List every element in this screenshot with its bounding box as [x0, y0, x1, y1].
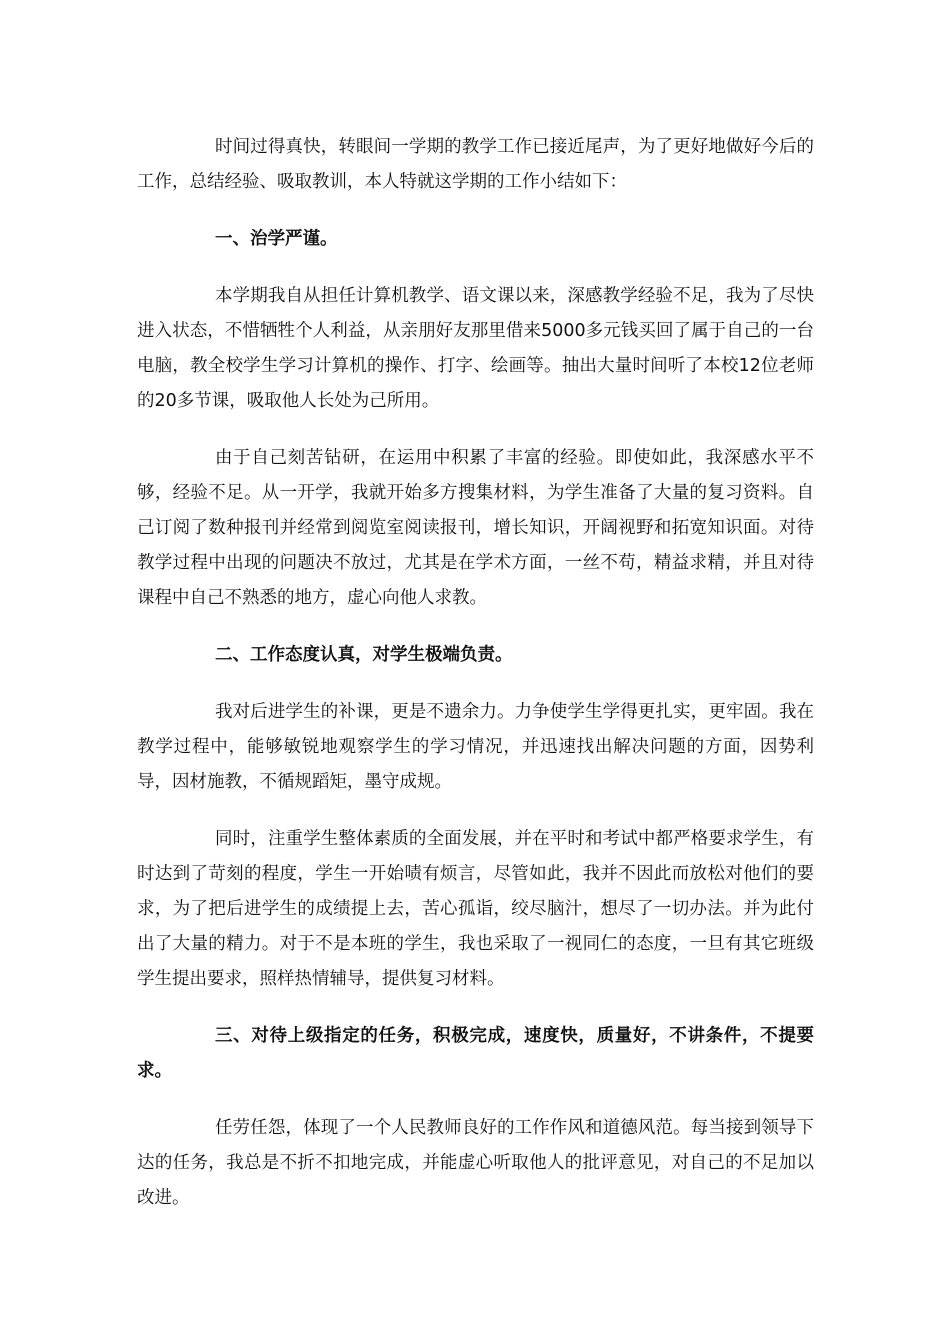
section-3-paragraph-1: 任劳任怨，体现了一个人民教师良好的工作作风和道德风范。每当接到领导下达的任务，我总是不折不扣地完成，并能虚心听取他人的批评意见，对自己的不足加以改进。: [137, 1118, 814, 1208]
section-1-paragraph-1: 本学期我自从担任计算机教学、语文课以来，深感教学经验不足，我为了尽快进入状态，不惜牺牲个人利益，从亲朋好友那里借来5000多元钱买回了属于自己的一台电脑，教全校学生学习计算机的操作、打字、绘画等。抽出大量时间听了本校12位老师的20多节课，吸取他人长处为己所用。: [137, 286, 814, 411]
section-heading-1: 一、治学严谨。: [215, 229, 338, 249]
section-2-paragraph-1: 我对后进学生的补课，更是不遗余力。力争使学生学得更扎实，更牢固。我在教学过程中，能够敏锐地观察学生的学习情况，并迅速找出解决问题的方面，因势利导，因材施教，不循规蹈矩，墨守成规。: [137, 702, 814, 792]
document-body: [137, 130, 814, 1238]
section-heading-3: 三、对待上级指定的任务，积极完成，速度快，质量好，不讲条件，不提要求。: [137, 1026, 814, 1081]
section-1-paragraph-2: 由于自己刻苦钻研，在运用中积累了丰富的经验。即使如此，我深感水平不够，经验不足。从一开学，我就开始多方搜集材料，为学生准备了大量的复习资料。自己订阅了数种报刊并经常到阅览室阅读报刊，增长知识，开阔视野和拓宽知识面。对待教学过程中出现的问题决不放过，尤其是在学术方面，一丝不苟，精益求精，并且对待课程中自己不熟悉的地方，虚心向他人求教。: [137, 448, 814, 608]
section-2-paragraph-2: 同时，注重学生整体素质的全面发展，并在平时和考试中都严格要求学生，有时达到了苛刻的程度，学生一开始啧有烦言，尽管如此，我并不因此而放松对他们的要求，为了把后进学生的成绩提上去，苦心孤诣，绞尽脑汁，想尽了一切办法。并为此付出了大量的精力。对于不是本班的学生，我也采取了一视同仁的态度，一旦有其它班级学生提出要求，照样热情辅导，提供复习材料。: [137, 829, 814, 989]
intro-paragraph: 时间过得真快，转眼间一学期的教学工作已接近尾声，为了更好地做好今后的工作，总结经验、吸取教训，本人特就这学期的工作小结如下：: [137, 137, 814, 192]
section-heading-2: 二、工作态度认真，对学生极端负责。: [215, 645, 513, 665]
